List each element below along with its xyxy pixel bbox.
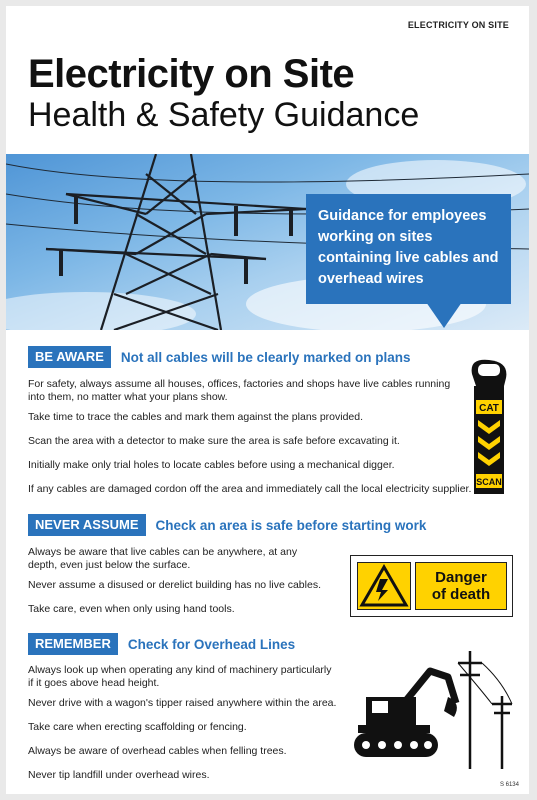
safety-poster: [6, 6, 529, 794]
danger-line1: Danger: [435, 569, 487, 586]
paragraph: Always look up when operating any kind of machinery particularly if it goes above head height.: [28, 664, 332, 689]
callout-text: Guidance for employees working on sites containing live cables and overhead wires: [318, 208, 499, 287]
danger-line2: of death: [431, 586, 491, 603]
cable-detector-icon: [464, 356, 514, 496]
section-heading: Not all cables will be clearly marked on plans: [120, 349, 411, 365]
paragraph: Scan the area with a detector to make sure the area is safe before excavating it.: [28, 435, 400, 447]
page-subtitle: Health & Safety Guidance: [28, 96, 420, 134]
detector-top-label: CAT: [479, 403, 499, 414]
paragraph: Never drive with a wagon's tipper raised anywhere within the area.: [28, 697, 337, 709]
danger-text: [415, 562, 507, 610]
paragraph: Take care when erecting scaffolding or fencing.: [28, 721, 247, 733]
excavator-icon: [352, 641, 522, 771]
paragraph: Take time to trace the cables and mark them against the plans provided.: [28, 411, 364, 423]
paragraph: Always be aware of overhead cables when felling trees.: [28, 745, 287, 757]
section-never-assume-header: [28, 514, 426, 536]
section-heading: Check an area is safe before starting work: [155, 517, 427, 533]
section-heading: Check for Overhead Lines: [127, 636, 296, 652]
section-be-aware-header: [28, 346, 410, 368]
paragraph: Never tip landfill under overhead wires.: [28, 769, 210, 781]
paragraph: Take care, even when only using hand tools.: [28, 603, 235, 615]
paragraph: Initially make only trial holes to locate cables before using a mechanical digger.: [28, 459, 395, 471]
section-badge: NEVER ASSUME: [28, 514, 146, 536]
section-remember-header: [28, 633, 295, 655]
section-badge: BE AWARE: [28, 346, 111, 368]
callout-tail: [426, 302, 462, 328]
paragraph: For safety, always assume all houses, offices, factories and shops have live cables running into them, no matter what your plans show.: [28, 378, 451, 403]
footer-code: S 6134: [499, 782, 519, 788]
electric-shock-warning-icon: [357, 562, 411, 610]
power-pole-icon: [458, 651, 512, 769]
detector-bottom-label: SCAN: [476, 477, 502, 487]
page-title: Electricity on Site: [28, 52, 355, 96]
danger-sign: [350, 555, 513, 617]
paragraph: Never assume a disused or derelict building has no live cables.: [28, 579, 321, 591]
paragraph: Always be aware that live cables can be anywhere, at any depth, even just below the surface.: [28, 546, 298, 571]
callout-box: [306, 194, 511, 304]
top-label: ELECTRICITY ON SITE: [407, 20, 509, 30]
paragraph: If any cables are damaged cordon off the area and immediately call the local electricity supplier.: [28, 483, 472, 495]
section-badge: REMEMBER: [28, 633, 118, 655]
